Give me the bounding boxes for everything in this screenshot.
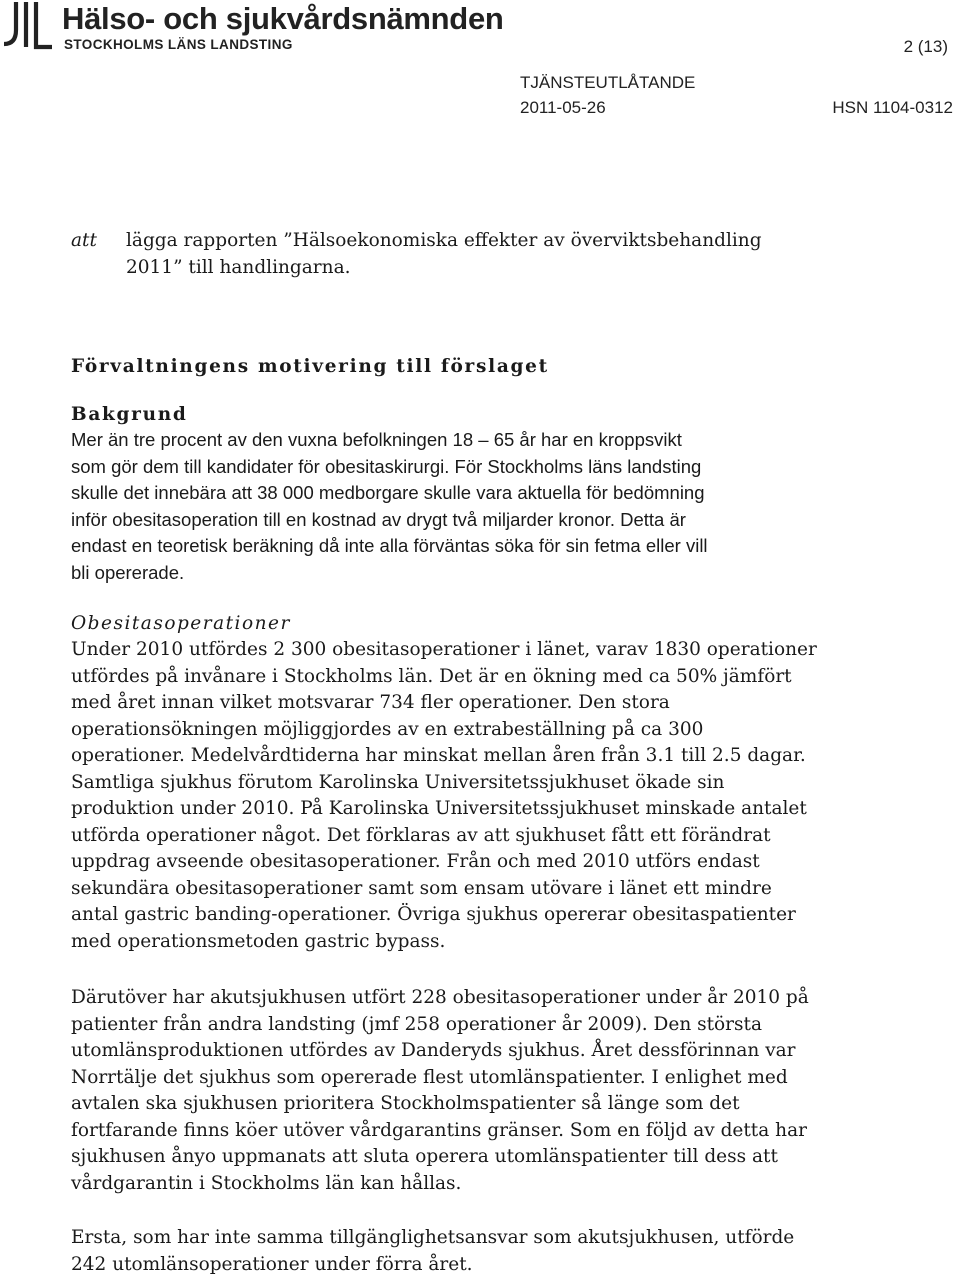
paragraph-line: utfördes på invånare i Stockholms län. Det är en ökning med ca 50% jämfört [71,665,792,687]
operations-paragraph [71,637,817,955]
organization-name: Hälso- och sjukvårdsnämnden [62,1,504,36]
paragraph-line: fortfarande finns köer utöver vårdgarantins gränser. Som en följd av detta har [71,1119,807,1141]
paragraph-line: Därutöver har akutsjukhusen utfört 228 obesitasoperationer under år 2010 på [71,987,809,1008]
proposal-line: lägga rapporten ”Hälsoekonomiska effekter av överviktsbehandling [126,230,762,251]
ersta-paragraph [71,1225,794,1278]
out-of-county-paragraph [71,985,809,1197]
proposal-line: 2011” till handlingarna. [126,257,351,278]
background-heading: Bakgrund [71,404,188,425]
operations-heading: Obesitasoperationer [71,613,291,634]
paragraph-line: Mer än tre procent av den vuxna befolkningen 18 – 65 år har en kroppsvikt [71,429,682,450]
paragraph-line: utförda operationer något. Det förklaras av att sjukhuset fått ett förändrat [71,824,771,846]
background-paragraph [71,427,708,586]
proposal-label: att [71,230,97,251]
paragraph-line: operationsökningen möjliggjordes av en extrabeställning på ca 300 [71,718,704,740]
paragraph-line: skulle det innebära att 38 000 medborgare skulle vara aktuella för bedömning [71,482,705,503]
paragraph-line: sjukhusen ånyo uppmanats att sluta operera utomlänspatienter till dess att [71,1146,778,1167]
document-date: 2011-05-26 [520,98,606,117]
paragraph-line: avtalen ska sjukhusen prioritera Stockholmspatienter så länge som det [71,1093,740,1114]
paragraph-line: bli opererade. [71,561,185,583]
paragraph-line: med året innan vilket motsvarar 734 fler operationer. Den stora [71,692,670,713]
paragraph-line: antal gastric banding-operationer. Övriga sjukhus opererar obesitaspatienter [71,904,796,925]
paragraph-line: operationer. Medelvårdtiderna har minskat mellan åren från 3.1 till 2.5 dagar. [71,745,806,766]
paragraph-line: Ersta, som har inte samma tillgänglighetsansvar som akutsjukhusen, utförde [71,1227,795,1248]
page-number: 2 (13) [903,37,948,56]
paragraph-line: sekundära obesitasoperationer samt som ensam utövare i länet ett mindre [71,877,772,899]
paragraph-line: uppdrag avseende obesitasoperationer. Från och med 2010 utförs endast [71,851,760,872]
paragraph-line: med operationsmetoden gastric bypass. [71,930,446,952]
proposal-text [126,227,762,281]
paragraph-line: Under 2010 utfördes 2 300 obesitasoperationer i länet, varav 1830 operationer [71,639,817,660]
document-type: TJÄNSTEUTLÅTANDE [520,73,696,92]
paragraph-line: inför obesitasoperation till en kostnad av drygt två miljarder kronor. Detta är [71,508,686,530]
paragraph-line: produktion under 2010. På Karolinska Universitetssjukhuset minskade antalet [71,798,807,819]
paragraph-line: endast en teoretisk beräkning då inte alla förväntas söka för sin fetma eller vill [71,535,708,556]
paragraph-line: utomlänsproduktionen utfördes av Danderyds sjukhus. Året dessförinnan var [71,1040,796,1061]
paragraph-line: Norrtälje det sjukhus som opererade flest utomlänspatienter. I enlighet med [71,1066,788,1088]
paragraph-line: vårdgarantin i Stockholms län kan hållas. [71,1172,462,1194]
organization-subtitle: STOCKHOLMS LÄNS LANDSTING [64,37,293,52]
paragraph-line: som gör dem till kandidater för obesitaskirurgi. För Stockholms läns landsting [71,455,702,477]
document-reference: HSN 1104-0312 [832,98,953,117]
paragraph-line: 242 utomlänsoperationer under förra året. [71,1253,473,1275]
section-heading: Förvaltningens motivering till förslaget [71,356,549,377]
paragraph-line: patienter från andra landsting (jmf 258 operationer år 2009). Den största [71,1013,762,1035]
paragraph-line: Samtliga sjukhus förutom Karolinska Universitetssjukhuset ökade sin [71,771,725,793]
landsting-logo-icon [2,0,54,50]
